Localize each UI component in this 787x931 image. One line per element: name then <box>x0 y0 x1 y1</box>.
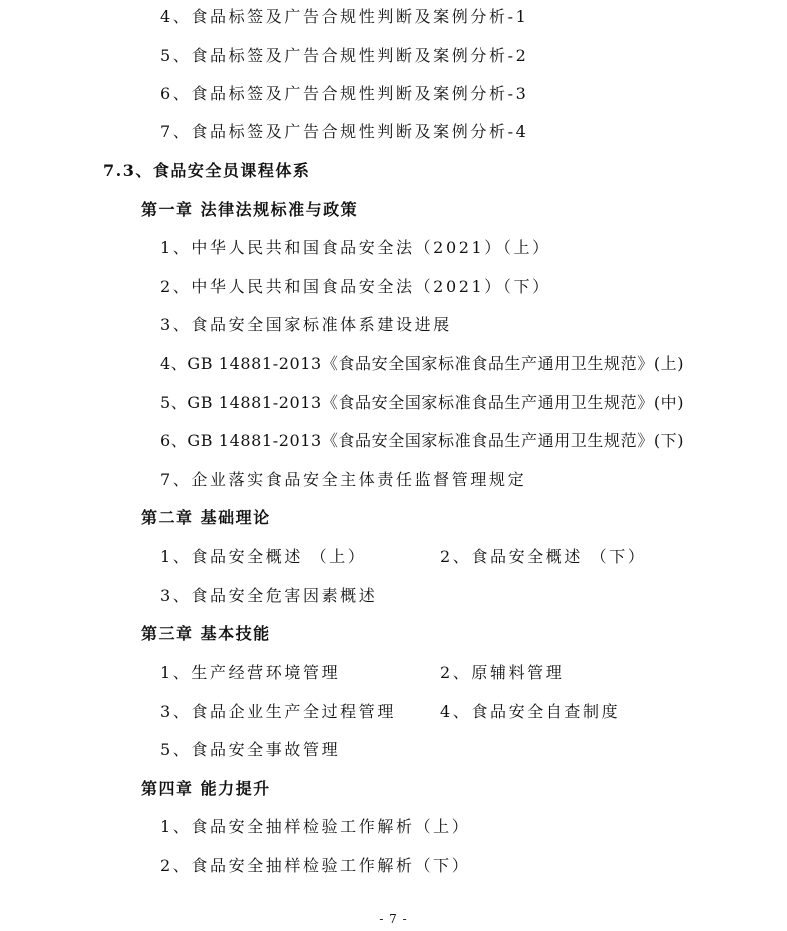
chapter-heading: 第四章 能力提升 <box>141 779 271 798</box>
list-item: 2、中华人民共和国食品安全法（2021）（下） <box>160 277 551 296</box>
list-item: 6、GB 14881-2013《食品安全国家标准食品生产通用卫生规范》(下) <box>160 431 685 450</box>
list-item: 2、原辅料管理 <box>440 663 565 682</box>
chapter-heading: 第三章 基本技能 <box>141 624 271 643</box>
list-item: 5、食品安全事故管理 <box>160 740 341 759</box>
list-item: 5、食品标签及广告合规性判断及案例分析-2 <box>160 46 529 65</box>
page-number: - 7 - <box>379 912 408 926</box>
chapter-heading: 第二章 基础理论 <box>141 508 271 527</box>
list-item: 2、食品安全抽样检验工作解析（下） <box>160 856 471 875</box>
list-item: 2、食品安全概述 （下） <box>440 547 647 566</box>
list-item: 5、GB 14881-2013《食品安全国家标准食品生产通用卫生规范》(中) <box>160 393 685 412</box>
list-item: 4、食品安全自查制度 <box>440 702 621 721</box>
list-item: 7、食品标签及广告合规性判断及案例分析-4 <box>160 122 529 141</box>
list-item: 3、食品企业生产全过程管理 <box>160 702 396 721</box>
list-item: 4、GB 14881-2013《食品安全国家标准食品生产通用卫生规范》(上) <box>160 354 685 373</box>
list-item: 7、企业落实食品安全主体责任监督管理规定 <box>160 470 527 489</box>
list-item: 4、食品标签及广告合规性判断及案例分析-1 <box>160 7 529 26</box>
chapter-heading: 第一章 法律法规标准与政策 <box>141 200 359 219</box>
list-item: 3、食品安全国家标准体系建设进展 <box>160 315 452 334</box>
section-heading: 7.3、食品安全员课程体系 <box>103 161 311 180</box>
list-item: 1、中华人民共和国食品安全法（2021）（上） <box>160 238 551 257</box>
list-item: 6、食品标签及广告合规性判断及案例分析-3 <box>160 84 529 103</box>
list-item: 3、食品安全危害因素概述 <box>160 586 378 605</box>
list-item: 1、生产经营环境管理 <box>160 663 341 682</box>
list-item: 1、食品安全抽样检验工作解析（上） <box>160 817 471 836</box>
list-item: 1、食品安全概述 （上） <box>160 547 367 566</box>
